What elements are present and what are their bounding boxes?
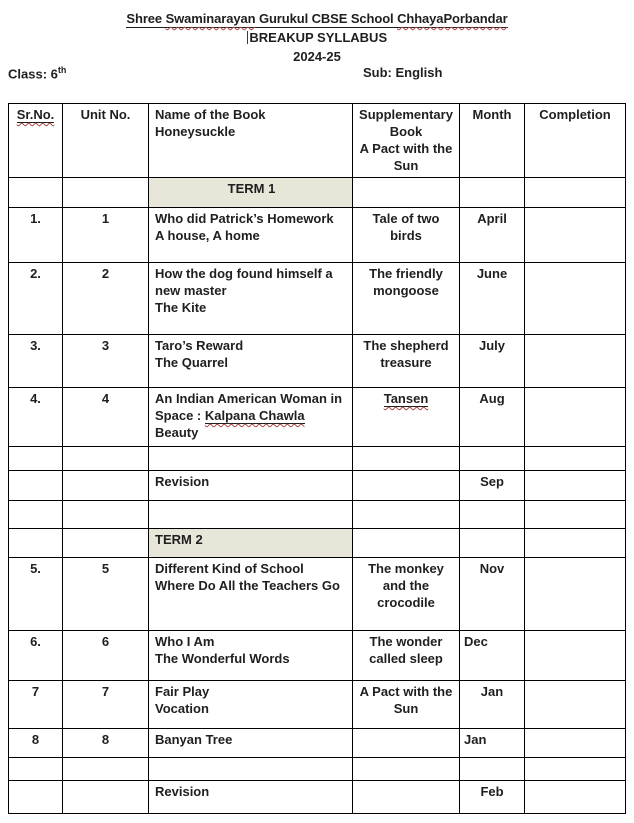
cell-srno [9,471,63,501]
cell-bookname [149,388,353,447]
cell-supplementary: A Pact with the Sun [353,681,460,729]
table-row [9,335,626,388]
cell-supplementary: The wonder called sleep [353,631,460,681]
cell-supplementary: The shepherd treasure [353,335,460,388]
term-label-cell: TERM 2 [149,529,353,558]
cell-month: June [460,263,525,335]
empty-row [9,501,626,529]
text-segment: Space : [155,408,205,423]
cell-unitno [63,758,149,781]
table-row [9,681,626,729]
cell-completion [525,631,626,681]
cell-supplementary [353,758,460,781]
cell-bookname [149,501,353,529]
cell-completion [525,781,626,814]
cell-unitno: 7 [63,681,149,729]
term-label-cell: TERM 1 [149,178,353,208]
cell-unitno [63,471,149,501]
subject-label: Sub: English [363,65,443,80]
cell-completion [525,447,626,471]
cell-supplementary [353,471,460,501]
cell-supplementary: The friendly mongoose [353,263,460,335]
document-header [0,0,634,66]
cell-unitno: 1 [63,208,149,263]
title-word: Shree [126,11,166,26]
cell-srno: 4. [9,388,63,447]
underlined-text: Sr.No. [16,107,55,122]
cell-supplementary [353,501,460,529]
cell-completion: Completion [525,104,626,178]
cell-bookname: Who did Patrick’s Homework A house, A home [149,208,353,263]
cell-unitno [63,781,149,814]
document-subtitle-text: BREAKUP SYLLABUS [249,30,388,45]
cell-month [460,178,525,208]
cell-month: July [460,335,525,388]
empty-row [9,447,626,471]
table-row [9,781,626,814]
table-row [9,471,626,501]
cell-srno: 1. [9,208,63,263]
document-title [0,9,634,28]
syllabus-table [8,103,626,814]
cell-bookname: How the dog found himself a new master The Kite [149,263,353,335]
cell-month: Jan [460,681,525,729]
cell-supplementary [353,178,460,208]
meta-line [0,65,634,85]
cell-month [460,758,525,781]
cell-supplementary [353,529,460,558]
cell-completion [525,208,626,263]
cell-srno: 7 [9,681,63,729]
term-divider-row [9,529,626,558]
cell-month [460,447,525,471]
cell-unitno: 2 [63,263,149,335]
table-row [9,208,626,263]
class-label: Class: 6th [8,65,67,82]
cell-month: Sep [460,471,525,501]
cell-supplementary: Tale of two birds [353,208,460,263]
cell-bookname: Name of the Book Honeysuckle [149,104,353,178]
cell-month: April [460,208,525,263]
cell-supplementary [353,729,460,758]
cell-bookname: Banyan Tree [149,729,353,758]
title-word-squiggled: ChhayaPorbandar [397,11,508,26]
table-row [9,729,626,758]
cell-srno [9,501,63,529]
cell-supplementary: The monkey and the crocodile [353,558,460,631]
cell-completion [525,729,626,758]
cell-srno [9,104,63,178]
title-word: Gurukul CBSE School [255,11,398,26]
cell-month: Dec [460,631,525,681]
cell-month: Aug [460,388,525,447]
cell-bookname: Taro’s Reward The Quarrel [149,335,353,388]
table-row [9,558,626,631]
table-row [9,263,626,335]
cell-bookname [149,758,353,781]
cell-srno [9,781,63,814]
empty-row [9,758,626,781]
cell-unitno: 3 [63,335,149,388]
cell-month: Nov [460,558,525,631]
cell-srno [9,447,63,471]
term-divider-row [9,178,626,208]
cell-bookname: Different Kind of School Where Do All the Teachers Go [149,558,353,631]
cell-completion [525,263,626,335]
cell-bookname: Who I Am The Wonderful Words [149,631,353,681]
cell-srno [9,758,63,781]
document-subtitle [0,28,634,47]
text-segment: An Indian American Woman in [155,391,343,406]
cell-srno [9,178,63,208]
cell-unitno [63,501,149,529]
cell-supplementary: Supplementary Book A Pact with the Sun [353,104,460,178]
cell-bookname: Revision [149,781,353,814]
cell-completion [525,681,626,729]
cell-srno: 6. [9,631,63,681]
cell-completion [525,178,626,208]
cell-srno: 3. [9,335,63,388]
cell-completion [525,335,626,388]
cell-srno: 5. [9,558,63,631]
title-word-squiggled: Swaminarayan [165,11,256,26]
cell-month: Month [460,104,525,178]
cell-month: Feb [460,781,525,814]
cell-bookname [149,447,353,471]
cell-unitno: 8 [63,729,149,758]
cell-completion [525,758,626,781]
cell-unitno: 6 [63,631,149,681]
cell-unitno [63,178,149,208]
table-header-row [9,104,626,178]
cell-unitno [63,447,149,471]
cell-bookname: Fair Play Vocation [149,681,353,729]
cell-completion [525,388,626,447]
cell-srno: 8 [9,729,63,758]
cell-month [460,501,525,529]
cell-completion [525,501,626,529]
cell-srno: 2. [9,263,63,335]
academic-year: 2024-25 [293,49,341,64]
class-superscript: th [57,65,67,75]
cell-supplementary [353,447,460,471]
cell-srno [9,529,63,558]
table-row [9,388,626,447]
cell-completion [525,471,626,501]
cell-unitno [63,529,149,558]
cell-supplementary [353,388,460,447]
cell-completion [525,529,626,558]
underlined-text: Kalpana Chawla [204,408,305,423]
text-segment: Beauty [155,425,199,440]
syllabus-table-body [9,104,626,814]
cell-unitno: 5 [63,558,149,631]
cell-bookname: Revision [149,471,353,501]
cell-completion [525,558,626,631]
document-title-text [126,11,507,28]
cell-supplementary [353,781,460,814]
table-row [9,631,626,681]
underlined-text: Tansen [383,391,429,406]
cell-month [460,529,525,558]
cell-unitno: 4 [63,388,149,447]
cell-unitno: Unit No. [63,104,149,178]
cell-month: Jan [460,729,525,758]
